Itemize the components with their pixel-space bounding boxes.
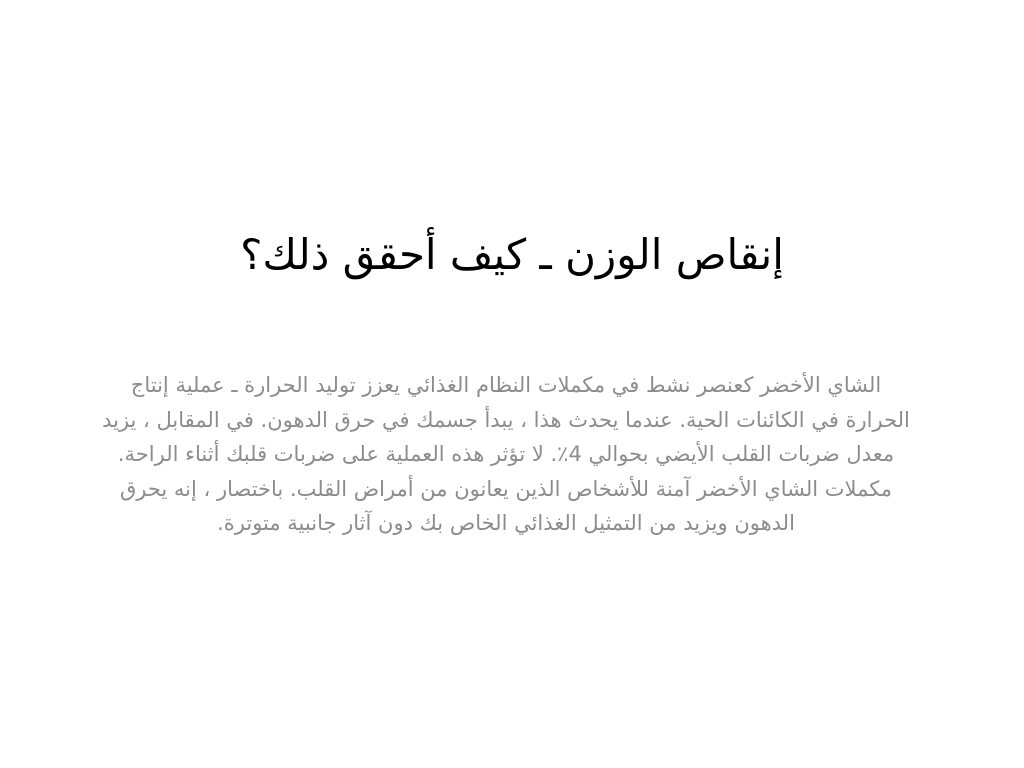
slide-title-text: إنقاص الوزن ـ كيف أحقق ذلك؟ bbox=[240, 229, 784, 279]
slide-title bbox=[60, 200, 964, 310]
slide-body-text: الشاي الأخضر كعنصر نشط في مكملات النظام الغذائي يعزز توليد الحرارة ـ عملية إنتاج الحرارة في الكائنات الحية. عندما يحدث هذا ، يبدأ جسمك في حرق الدهون. في المقابل ، يزيد معدل ضربات القلب الأيضي بحوالي 4٪. لا تؤثر هذه العملية على ضربات قلبك أثناء الراحة. مكملات الشاي الأخضر آمنة للأشخاص الذين يعانون من أمراض القلب. باختصار ، إنه يحرق الدهون ويزيد من التمثيل الغذائي الخاص بك دون آثار جانبية متوترة. bbox=[102, 373, 910, 535]
